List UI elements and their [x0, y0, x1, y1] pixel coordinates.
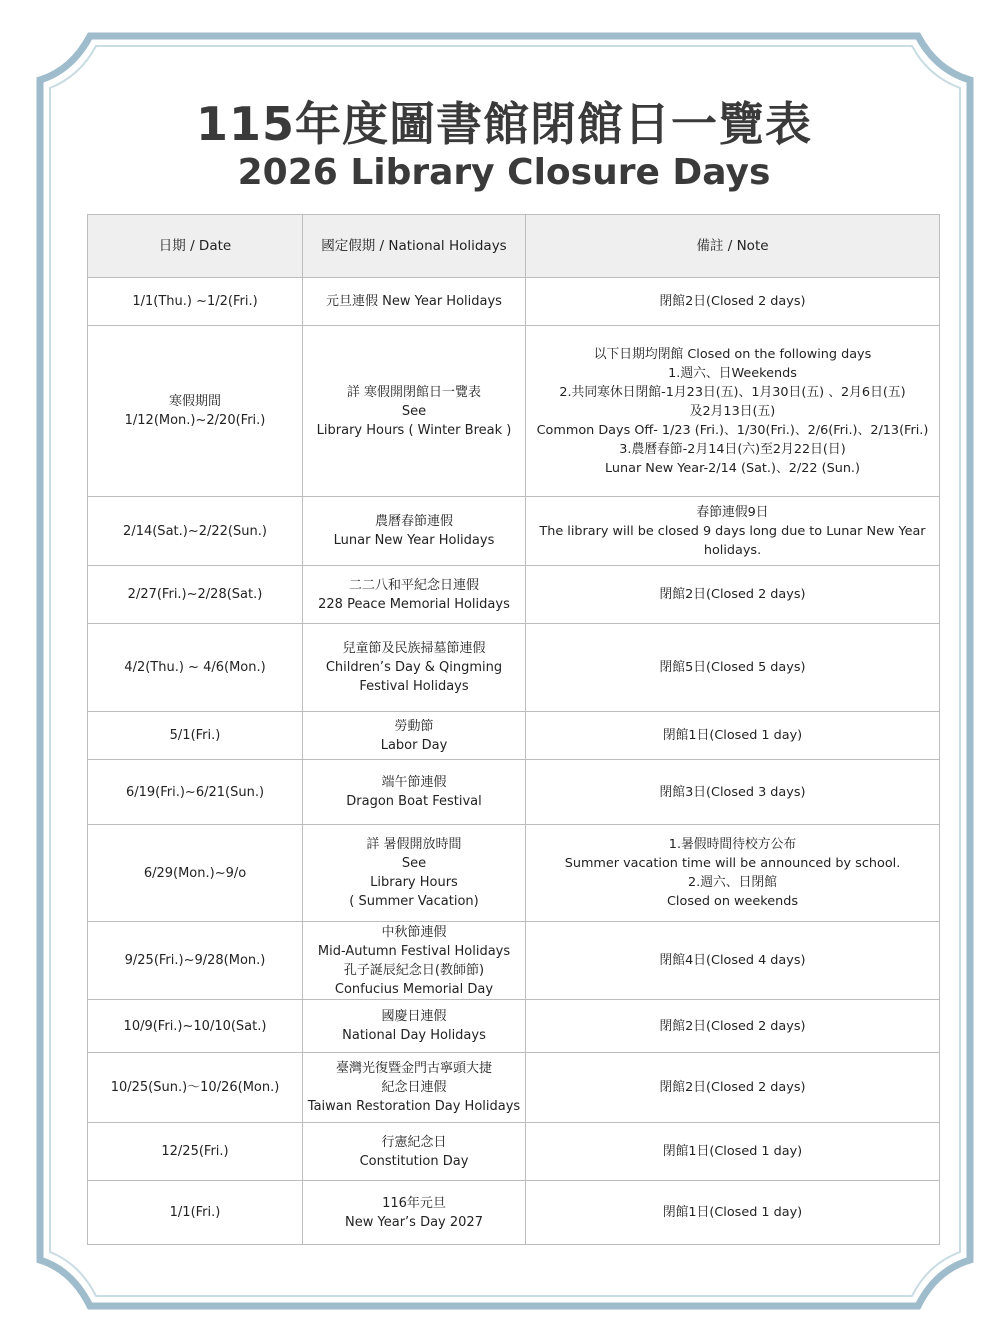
note-cell [526, 497, 940, 566]
note-cell-line: 2.週六、日閉館 [688, 875, 777, 890]
note-cell-line: 閉館2日(Closed 2 days) [659, 587, 806, 602]
note-cell [526, 566, 940, 624]
holiday-cell [303, 922, 526, 1000]
date-cell [88, 825, 303, 922]
holiday-cell-line: Labor Day [380, 737, 448, 753]
note-cell [526, 278, 940, 326]
date-cell [88, 760, 303, 825]
date-cell-line: 9/25(Fri.)~9/28(Mon.) [124, 953, 266, 968]
date-cell [88, 922, 303, 1000]
note-cell-line: 閉館1日(Closed 1 day) [662, 728, 803, 743]
table-row [88, 566, 940, 624]
holiday-cell [303, 278, 526, 326]
date-cell-line: 1/1(Fri.) [169, 1205, 221, 1220]
holiday-cell-line: Taiwan Restoration Day Holidays [307, 1099, 521, 1114]
note-cell [526, 760, 940, 825]
holiday-cell-line: National Day Holidays [342, 1028, 486, 1043]
note-cell-line: 閉館3日(Closed 3 days) [659, 784, 806, 800]
holiday-cell [303, 326, 526, 497]
note-cell-line: 閉館2日(Closed 2 days) [659, 1080, 806, 1095]
closure-table [87, 214, 940, 1245]
holiday-cell-line: 中秋節連假 [381, 924, 447, 940]
holiday-cell-line: 兒童節及民族掃墓節連假 [342, 641, 486, 656]
holiday-cell-line: Lunar New Year Holidays [333, 533, 495, 548]
table-row [88, 760, 940, 825]
holiday-cell-line: Confucius Memorial Day [334, 981, 494, 997]
note-cell-line: 閉館1日(Closed 1 day) [662, 1144, 803, 1159]
date-cell [88, 566, 303, 624]
holiday-cell [303, 497, 526, 566]
table-row [88, 278, 940, 326]
holiday-cell [303, 1181, 526, 1245]
note-cell-line: 以下日期均閉館 Closed on the following days [593, 346, 872, 362]
date-cell [88, 624, 303, 712]
holiday-cell [303, 760, 526, 825]
holiday-cell-line: 國慶日連假 [381, 1009, 447, 1024]
holiday-cell-line: Dragon Boat Festival [346, 794, 482, 809]
holiday-cell-line: Library Hours [370, 875, 458, 890]
table-row [88, 1181, 940, 1245]
holiday-cell-line: Constitution Day [359, 1153, 469, 1169]
note-cell-line: holidays. [703, 542, 762, 558]
holiday-cell-line: 二二八和平紀念日連假 [348, 577, 479, 593]
holiday-cell-line: Festival Holidays [359, 679, 469, 694]
note-cell [526, 1053, 940, 1123]
holiday-cell-line: 孔子誕辰紀念日(教師節) [343, 962, 485, 978]
table-row [88, 1053, 940, 1123]
holiday-cell [303, 566, 526, 624]
holiday-cell-line: Mid-Autumn Festival Holidays [317, 943, 511, 959]
holiday-cell-line: 臺灣光復暨金門古寧頭大捷 [335, 1061, 492, 1076]
date-cell-line: 12/25(Fri.) [161, 1144, 229, 1159]
note-cell-line: 春節連假9日 [696, 504, 769, 520]
date-cell-line: 2/14(Sat.)~2/22(Sun.) [123, 523, 267, 539]
header-note: 備註 / Note [526, 215, 940, 278]
page-subtitle: 2026 Library Closure Days [237, 152, 771, 193]
date-cell [88, 712, 303, 760]
note-cell-line: Closed on weekends [667, 894, 798, 909]
note-cell-line: 及2月13日(五) [689, 403, 776, 419]
note-cell-line: Summer vacation time will be announced by school. [564, 856, 901, 871]
note-cell-line: Common Days Off- 1/23 (Fri.)、1/30(Fri.)、2/6(Fri.)、2/13(Fri.) [536, 422, 929, 438]
holiday-cell-line: 詳 寒假開閉館日一覽表 [346, 384, 482, 400]
table-row [88, 326, 940, 497]
date-cell [88, 497, 303, 566]
table-row [88, 922, 940, 1000]
note-cell [526, 1000, 940, 1053]
date-cell [88, 1123, 303, 1181]
date-cell [88, 1181, 303, 1245]
holiday-cell [303, 624, 526, 712]
holiday-cell [303, 825, 526, 922]
note-cell [526, 1181, 940, 1245]
note-cell [526, 922, 940, 1000]
table-row [88, 497, 940, 566]
table-row [88, 712, 940, 760]
date-cell [88, 1000, 303, 1053]
date-cell-line: 1/1(Thu.) ~1/2(Fri.) [132, 294, 258, 309]
page-title: 115年度圖書館閉館日一覽表 [195, 97, 813, 151]
note-cell-line: 閉館1日(Closed 1 day) [662, 1205, 803, 1220]
header-holiday: 國定假期 / National Holidays [303, 215, 526, 278]
holiday-cell-line: New Year’s Day 2027 [345, 1214, 483, 1230]
date-cell-line: 10/9(Fri.)~10/10(Sat.) [123, 1018, 267, 1034]
holiday-cell-line: Library Hours ( Winter Break ) [316, 422, 512, 438]
note-cell-line: The library will be closed 9 days long due to Lunar New Year [539, 523, 926, 539]
note-cell-line: 2.共同寒休日閉館-1月23日(五)、1月30日(五) 、2月6日(五) [559, 384, 906, 400]
note-cell [526, 624, 940, 712]
table-row [88, 624, 940, 712]
holiday-cell [303, 1123, 526, 1181]
note-cell-line: 閉館4日(Closed 4 days) [659, 953, 806, 968]
holiday-cell [303, 1053, 526, 1123]
table-row [88, 825, 940, 922]
holiday-cell-line: Children’s Day & Qingming [325, 660, 503, 675]
holiday-cell [303, 1000, 526, 1053]
note-cell-line: 3.農曆春節-2月14日(六)至2月22日(日) [619, 441, 846, 457]
holiday-cell-line: 農曆春節連假 [374, 514, 453, 529]
date-cell-line: 6/29(Mon.)~9/o [143, 865, 247, 881]
holiday-cell-line: 勞動節 [394, 718, 434, 734]
holiday-cell-line: 端午節連假 [381, 775, 447, 790]
note-cell-line: 閉館2日(Closed 2 days) [659, 1018, 806, 1034]
holiday-cell-line: 116年元旦 [382, 1195, 446, 1211]
note-cell-line: 1.週六、日Weekends [668, 365, 797, 381]
holiday-cell-line: See [401, 856, 427, 871]
table-header-row [88, 215, 940, 278]
header-date: 日期 / Date [88, 215, 303, 278]
date-cell-line: 5/1(Fri.) [169, 728, 221, 743]
table-row [88, 1000, 940, 1053]
note-cell [526, 1123, 940, 1181]
date-cell [88, 278, 303, 326]
note-cell-line: Lunar New Year-2/14 (Sat.)、2/22 (Sun.) [604, 460, 860, 476]
date-cell-line: 2/27(Fri.)~2/28(Sat.) [127, 587, 263, 602]
note-cell [526, 712, 940, 760]
holiday-cell-line: 詳 暑假開放時間 [366, 837, 462, 852]
note-cell-line: 閉館5日(Closed 5 days) [659, 660, 806, 675]
holiday-cell-line: See [401, 403, 427, 419]
date-cell-line: 寒假期間 [168, 394, 221, 409]
date-cell [88, 326, 303, 497]
date-cell-line: 4/2(Thu.) ~ 4/6(Mon.) [124, 660, 266, 675]
date-cell-line: 10/25(Sun.)～10/26(Mon.) [110, 1080, 280, 1095]
holiday-cell [303, 712, 526, 760]
holiday-cell-line: 228 Peace Memorial Holidays [318, 596, 510, 612]
table-row [88, 1123, 940, 1181]
holiday-cell-line: 行憲紀念日 [381, 1134, 447, 1150]
date-cell [88, 1053, 303, 1123]
note-cell [526, 326, 940, 497]
holiday-cell-line: 紀念日連假 [381, 1080, 447, 1095]
holiday-cell-line: 元旦連假 New Year Holidays [326, 294, 502, 309]
holiday-cell-line: ( Summer Vacation) [349, 894, 479, 909]
note-cell [526, 825, 940, 922]
note-cell-line: 1.暑假時間待校方公布 [668, 837, 797, 852]
note-cell-line: 閉館2日(Closed 2 days) [659, 294, 806, 309]
date-cell-line: 6/19(Fri.)~6/21(Sun.) [125, 784, 265, 800]
date-cell-line: 1/12(Mon.)~2/20(Fri.) [124, 413, 266, 428]
